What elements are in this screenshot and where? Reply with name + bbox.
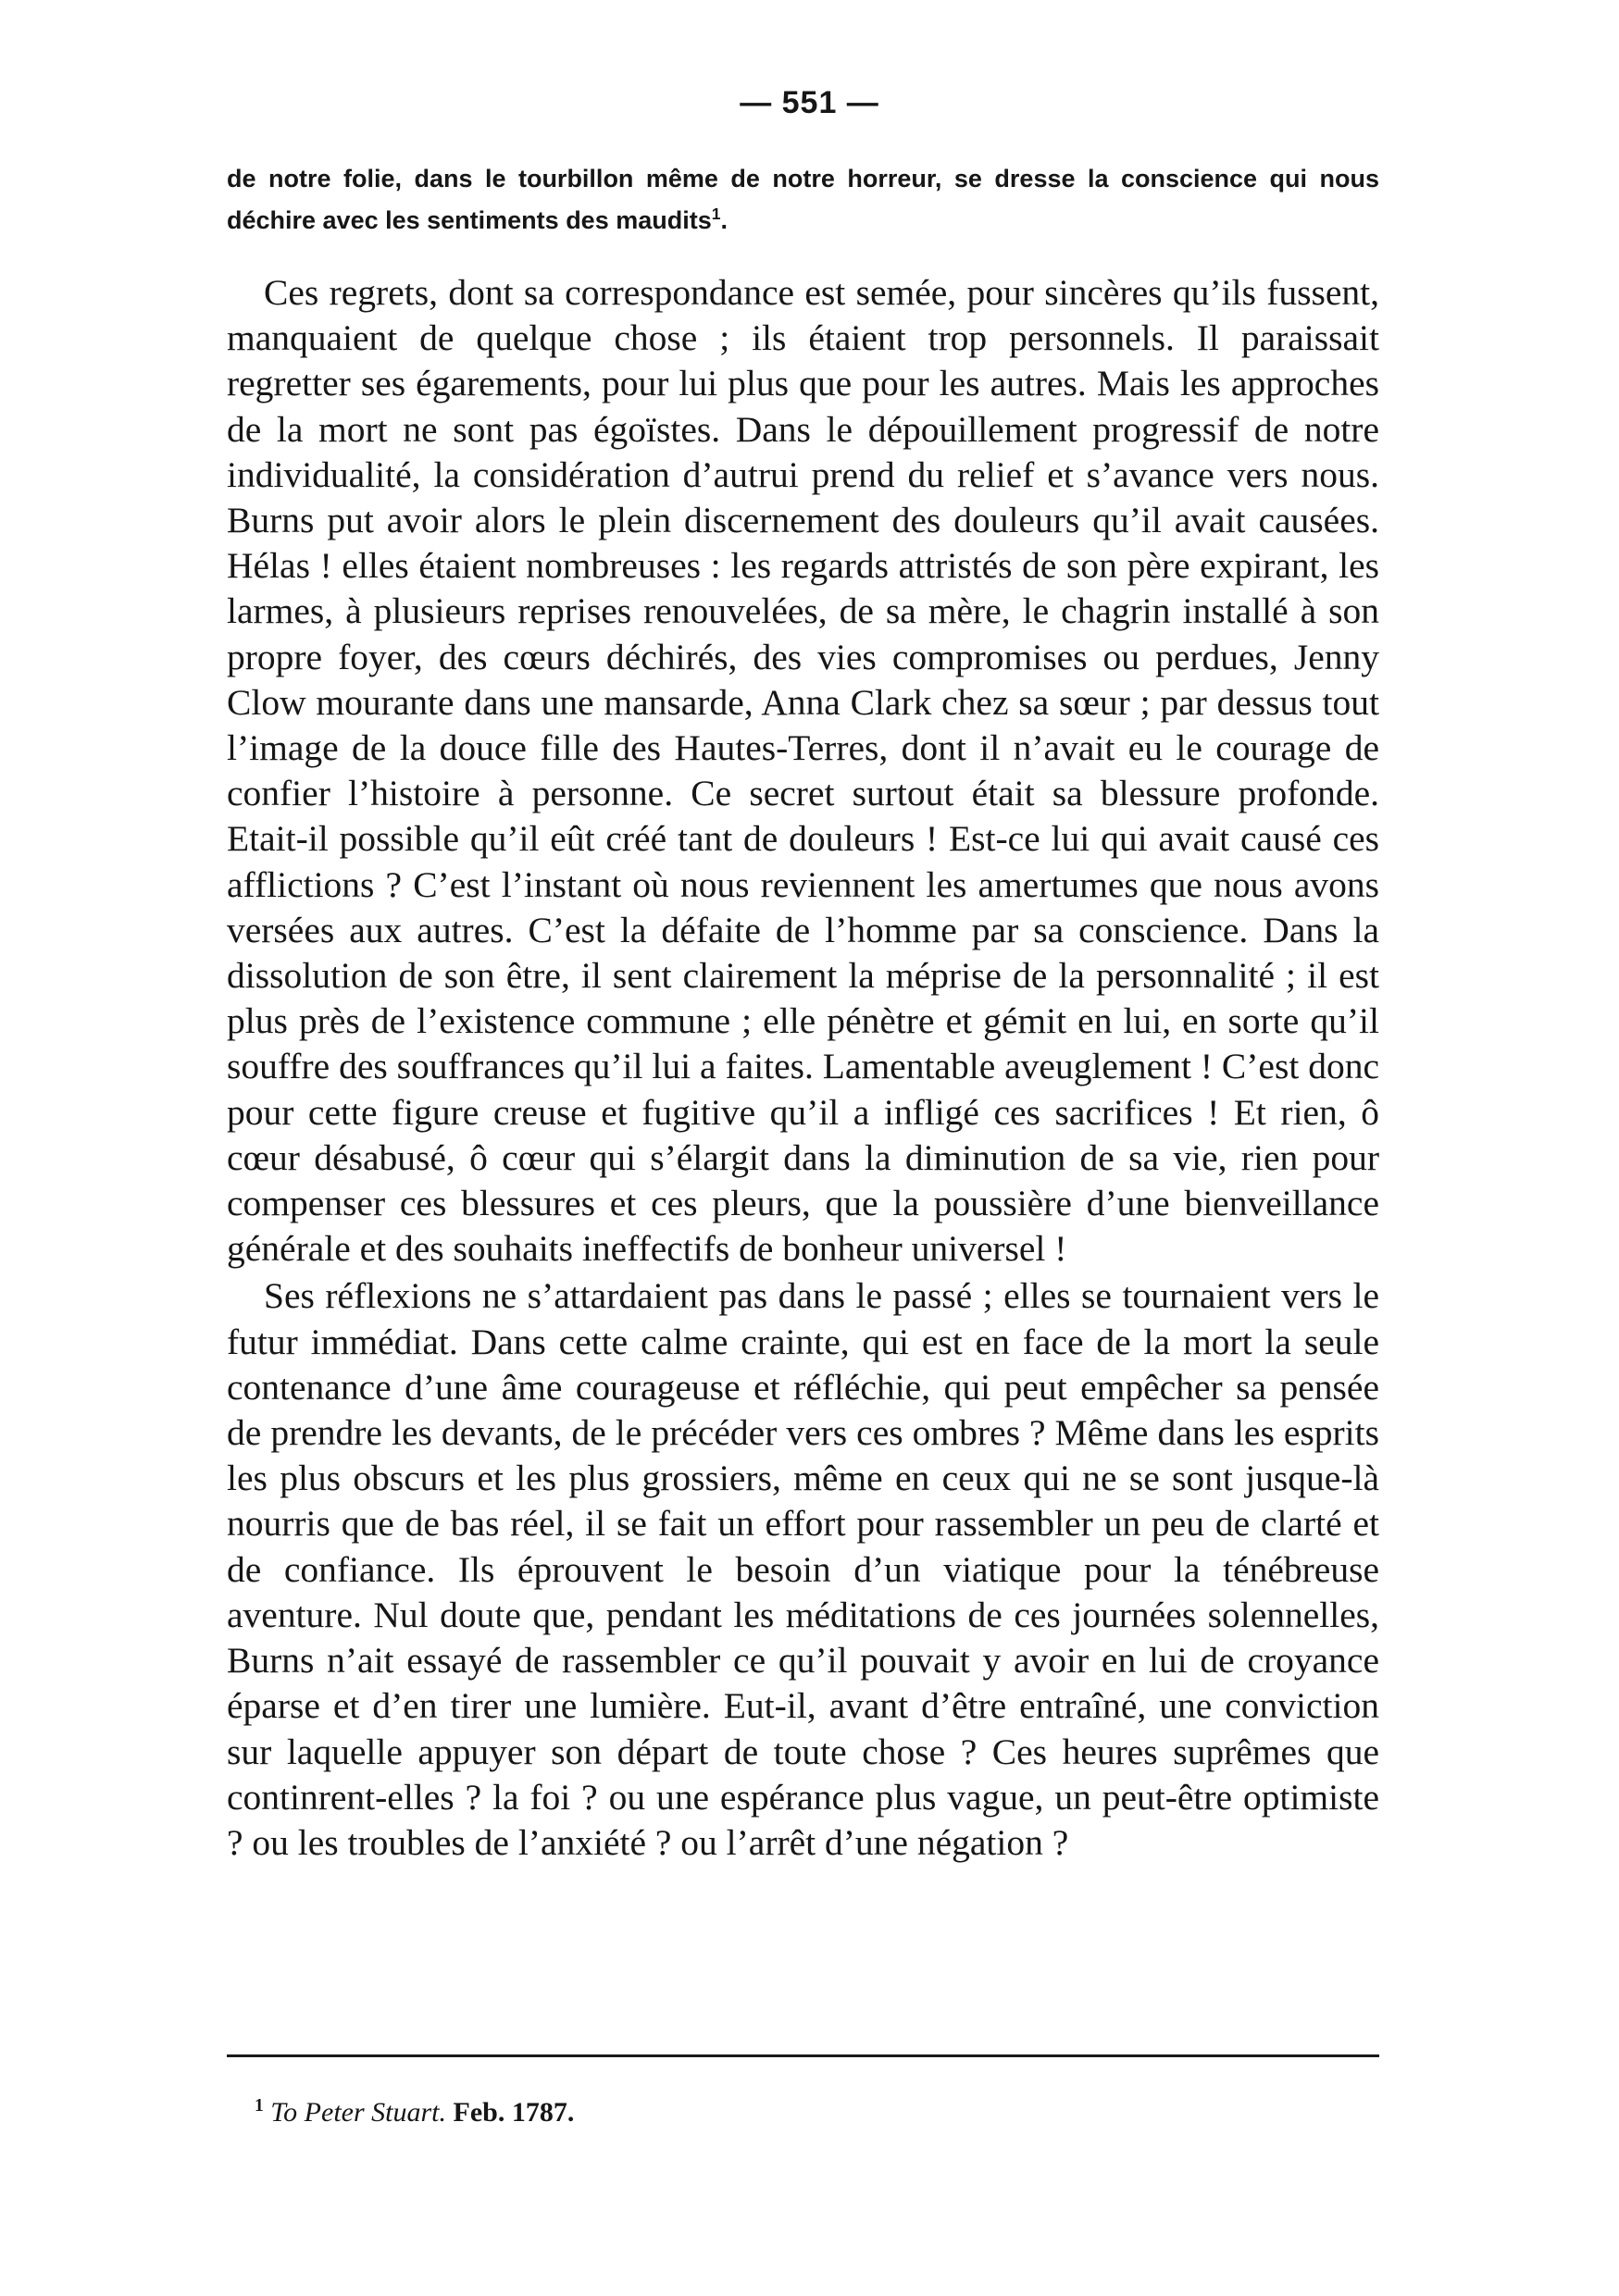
footnote-title: To Peter Stuart. (270, 2097, 446, 2128)
footnote (255, 2090, 574, 2129)
page-number: — 551 — (740, 85, 879, 120)
main-text (227, 270, 1379, 1866)
quote-footnote-ref: 1 (711, 205, 721, 223)
quote-text: de notre folie, dans le tourbillon même de notre horreur, se dresse la conscience qui nous déchire avec les sentiments des maudits (227, 165, 1379, 234)
paragraph-reflections: Ses réflexions ne s’attardaient pas dans le passé ; elles se tournaient vers le futur immédiat. Dans cette calme crainte, qui est en face de la mort la seule contenance d’une âme courageuse et réfléchie, qui peut empêcher sa pensée de prendre les devants, de le précéder vers ces ombres ? Même dans les esprits les plus obscurs et les plus grossiers, même en ceux qui ne se sont jusque-là nourris que de bas réel, il se fait un effort pour rassembler un peu de clarté et de confiance. Ils éprouvent le besoin d’un viatique pour la ténébreuse aventure. Nul doute que, pendant les méditations de ces journées solennelles, Burns n’ait essayé de rassembler ce qu’il pouvait y avoir en lui de croyance éparse et d’en tirer une lumière. Eut-il, avant d’être entraîné, une conviction sur laquelle appuyer son départ de toute chose ? Ces heures suprêmes que continrent-elles ? la foi ? ou une espérance plus vague, un peut-être optimiste ? ou les troubles de l’anxiété ? ou l’arrêt d’une négation ? (227, 1275, 1379, 1863)
footnote-marker: 1 (255, 2096, 264, 2116)
quote-continuation: de notre folie, dans le tourbillon même de notre horreur, se dresse la conscience qui nous déchire avec les sentiments des maudits$^1$. (227, 165, 1379, 234)
paragraph-regrets: Ces regrets, dont sa correspondance est semée, pour sincères qu’ils fussent, manquaient de quelque chose ; ils étaient trop personnels. Il paraissait regretter ses égarements, pour lui plus que pour les autres. Mais les approches de la mort ne sont pas égoïstes. Dans le dépouillement progressif de notre individualité, la considération d’autrui prend du relief et s’avance vers nous. Burns put avoir alors le plein discernement des douleurs qu’il avait causées. Hélas ! elles étaient nombreuses : les regards attristés de son père expirant, les larmes, à plusieurs reprises renouvelées, de sa mère, le chagrin installé à son propre foyer, des cœurs déchirés, des vies compromises ou perdues, Jenny Clow mourante dans une mansarde, Anna Clark chez sa sœur ; par dessus tout l’image de la douce fille des Hautes-Terres, dont il n’avait eu le courage de confier l’histoire à personne. Ce secret surtout était sa blessure profonde. Etait-il possible qu’il eût créé tant de douleurs ! Est-ce lui qui avait causé ces afflictions ? C’est l’instant où nous reviennent les amertumes que nous avons versées aux autres. C’est la défaite de l’homme par sa conscience. Dans la dissolution de son être, il sent clairement la méprise de la personnalité ; il est plus près de l’existence commune ; elle pénètre et gémit en lui, en sorte qu’il souffre des souffrances qu’il lui a faites. Lamentable aveuglement ! C’est donc pour cette figure creuse et fugitive qu’il a infligé ces sacrifices ! Et rien, ô cœur désabusé, ô cœur qui s’élargit dans la diminution de sa vie, rien pour compenser ces blessures et ces pleurs, que la poussière d’une bienveillance générale et des souhaits ineffectifs de bonheur universel ! (227, 272, 1379, 1270)
footnote-date: Feb. 1787. (453, 2097, 575, 2128)
footnote-divider (227, 2054, 1379, 2057)
